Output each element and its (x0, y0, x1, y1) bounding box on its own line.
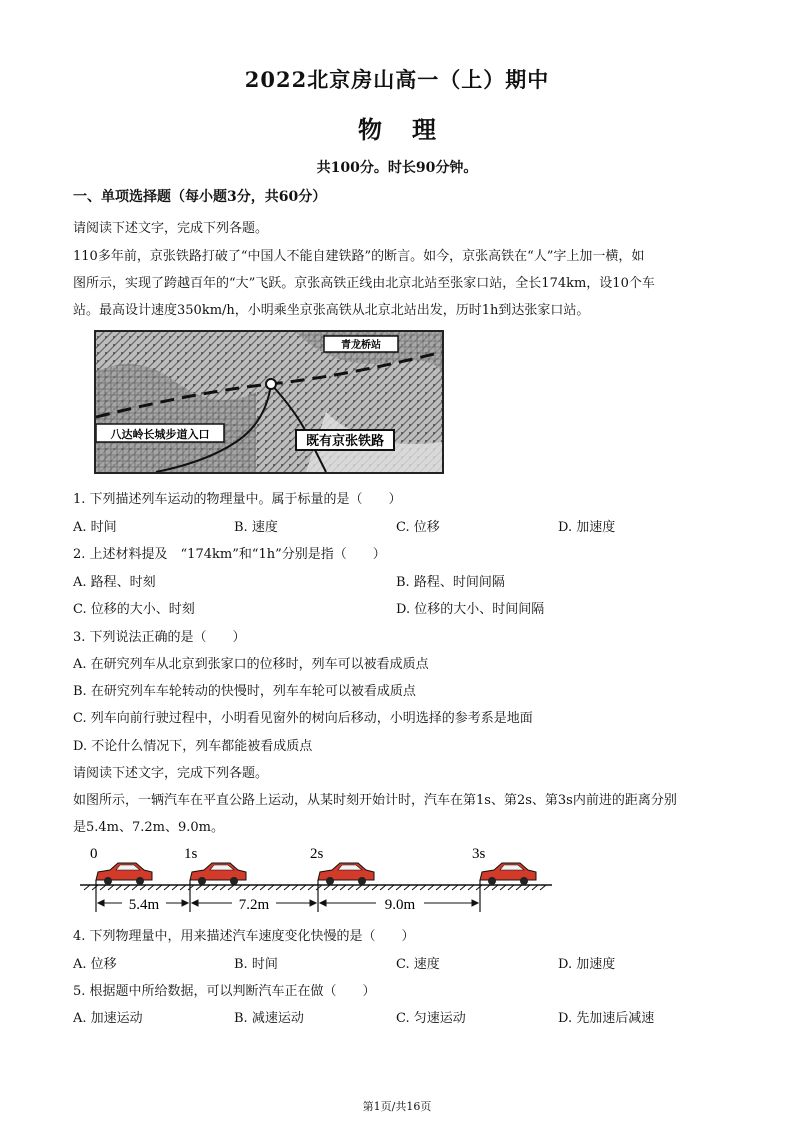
q5-option-d[interactable]: D. 先加速后减速 (558, 1011, 655, 1026)
time-label-0: 0 (90, 846, 98, 862)
q5-option-a[interactable]: A. 加速运动 (73, 1011, 143, 1026)
page-footer: 第1页/共16页 (362, 1100, 432, 1113)
passage1-line2: 图所示，实现了跨越百年的“大”飞跃。京张高铁正线由北京北站至张家口站，全长174km，设10个车 (73, 276, 655, 291)
distance-label-2: 7.2m (238, 897, 270, 913)
time-label-1: 1s (184, 846, 198, 862)
q4-option-b[interactable]: B. 时间 (234, 957, 278, 972)
passage2-intro: 请阅读下述文字，完成下列各题。 (73, 766, 269, 781)
section-title: 一、单项选择题（每小题3分，共60分） (73, 189, 327, 205)
q2-stem: 2. 上述材料提及 “174km”和“1h”分别是指（ ） (73, 547, 386, 562)
subject-title: 物理 (358, 115, 466, 144)
passage1-intro: 请阅读下述文字，完成下列各题。 (73, 221, 269, 236)
q4-option-d[interactable]: D. 加速度 (558, 957, 616, 972)
map-label-right: 既有京张铁路 (305, 434, 385, 449)
q2-option-d[interactable]: D. 位移的大小、时间间隔 (396, 602, 545, 617)
q3-option-a[interactable]: A. 在研究列车从北京到张家口的位移时，列车可以被看成质点 (73, 657, 429, 672)
car-icon (190, 863, 246, 885)
q4-option-a[interactable]: A. 位移 (73, 957, 117, 972)
q2-option-c[interactable]: C. 位移的大小、时刻 (73, 602, 195, 617)
map-label-top: 青龙桥站 (341, 340, 381, 351)
q1-stem: 1. 下列描述列车运动的物理量中。属于标量的是（ ） (73, 492, 402, 507)
distance-label-1: 5.4m (128, 897, 160, 913)
railway-map-image (96, 332, 442, 472)
passage1-line1: 110多年前，京张铁路打破了“中国人不能自建铁路”的断言。如今，京张高铁在“人”字上加一横，如 (73, 249, 645, 264)
q1-option-c[interactable]: C. 位移 (396, 520, 440, 535)
exam-title: 2022北京房山高一（上）期中 (244, 67, 550, 92)
car-icon (480, 863, 536, 885)
q1-option-d[interactable]: D. 加速度 (558, 520, 616, 535)
q3-option-c[interactable]: C. 列车向前行驶过程中，小明看见窗外的树向后移动，小明选择的参考系是地面 (73, 711, 533, 726)
q3-option-b[interactable]: B. 在研究列车车轮转动的快慢时，列车车轮可以被看成质点 (73, 684, 416, 699)
map-label-left: 八达岭长城步道入口 (110, 428, 210, 441)
q2-option-b[interactable]: B. 路程、时间间隔 (396, 575, 505, 590)
q5-option-b[interactable]: B. 减速运动 (234, 1011, 304, 1026)
q1-option-b[interactable]: B. 速度 (234, 520, 278, 535)
q4-option-c[interactable]: C. 速度 (396, 957, 440, 972)
exam-info: 共100分。时长90分钟。 (316, 160, 478, 176)
car-icon (96, 863, 152, 885)
q5-option-c[interactable]: C. 匀速运动 (396, 1011, 466, 1026)
time-label-3: 3s (472, 846, 486, 862)
q5-stem: 5. 根据题中所给数据，可以判断汽车正在做（ ） (73, 984, 376, 999)
q3-stem: 3. 下列说法正确的是（ ） (73, 630, 246, 645)
passage2-line2: 是5.4m、7.2m、9.0m。 (73, 820, 225, 835)
car-icon (318, 863, 374, 885)
q3-option-d[interactable]: D. 不论什么情况下，列车都能被看成质点 (73, 739, 313, 754)
q4-stem: 4. 下列物理量中，用来描述汽车速度变化快慢的是（ ） (73, 929, 415, 944)
distance-label-3: 9.0m (384, 897, 416, 913)
q1-option-a[interactable]: A. 时间 (73, 520, 117, 535)
time-label-2: 2s (310, 846, 324, 862)
car-motion-figure (76, 840, 556, 916)
passage2-line1: 如图所示，一辆汽车在平直公路上运动，从某时刻开始计时，汽车在第1s、第2s、第3s内前进的距离分别 (73, 793, 677, 808)
q2-option-a[interactable]: A. 路程、时刻 (73, 575, 156, 590)
railway-map-figure (94, 330, 444, 474)
passage1-line3: 站。最高设计速度350km/h，小明乘坐京张高铁从北京北站出发，历时1h到达张家口站。 (73, 303, 590, 318)
